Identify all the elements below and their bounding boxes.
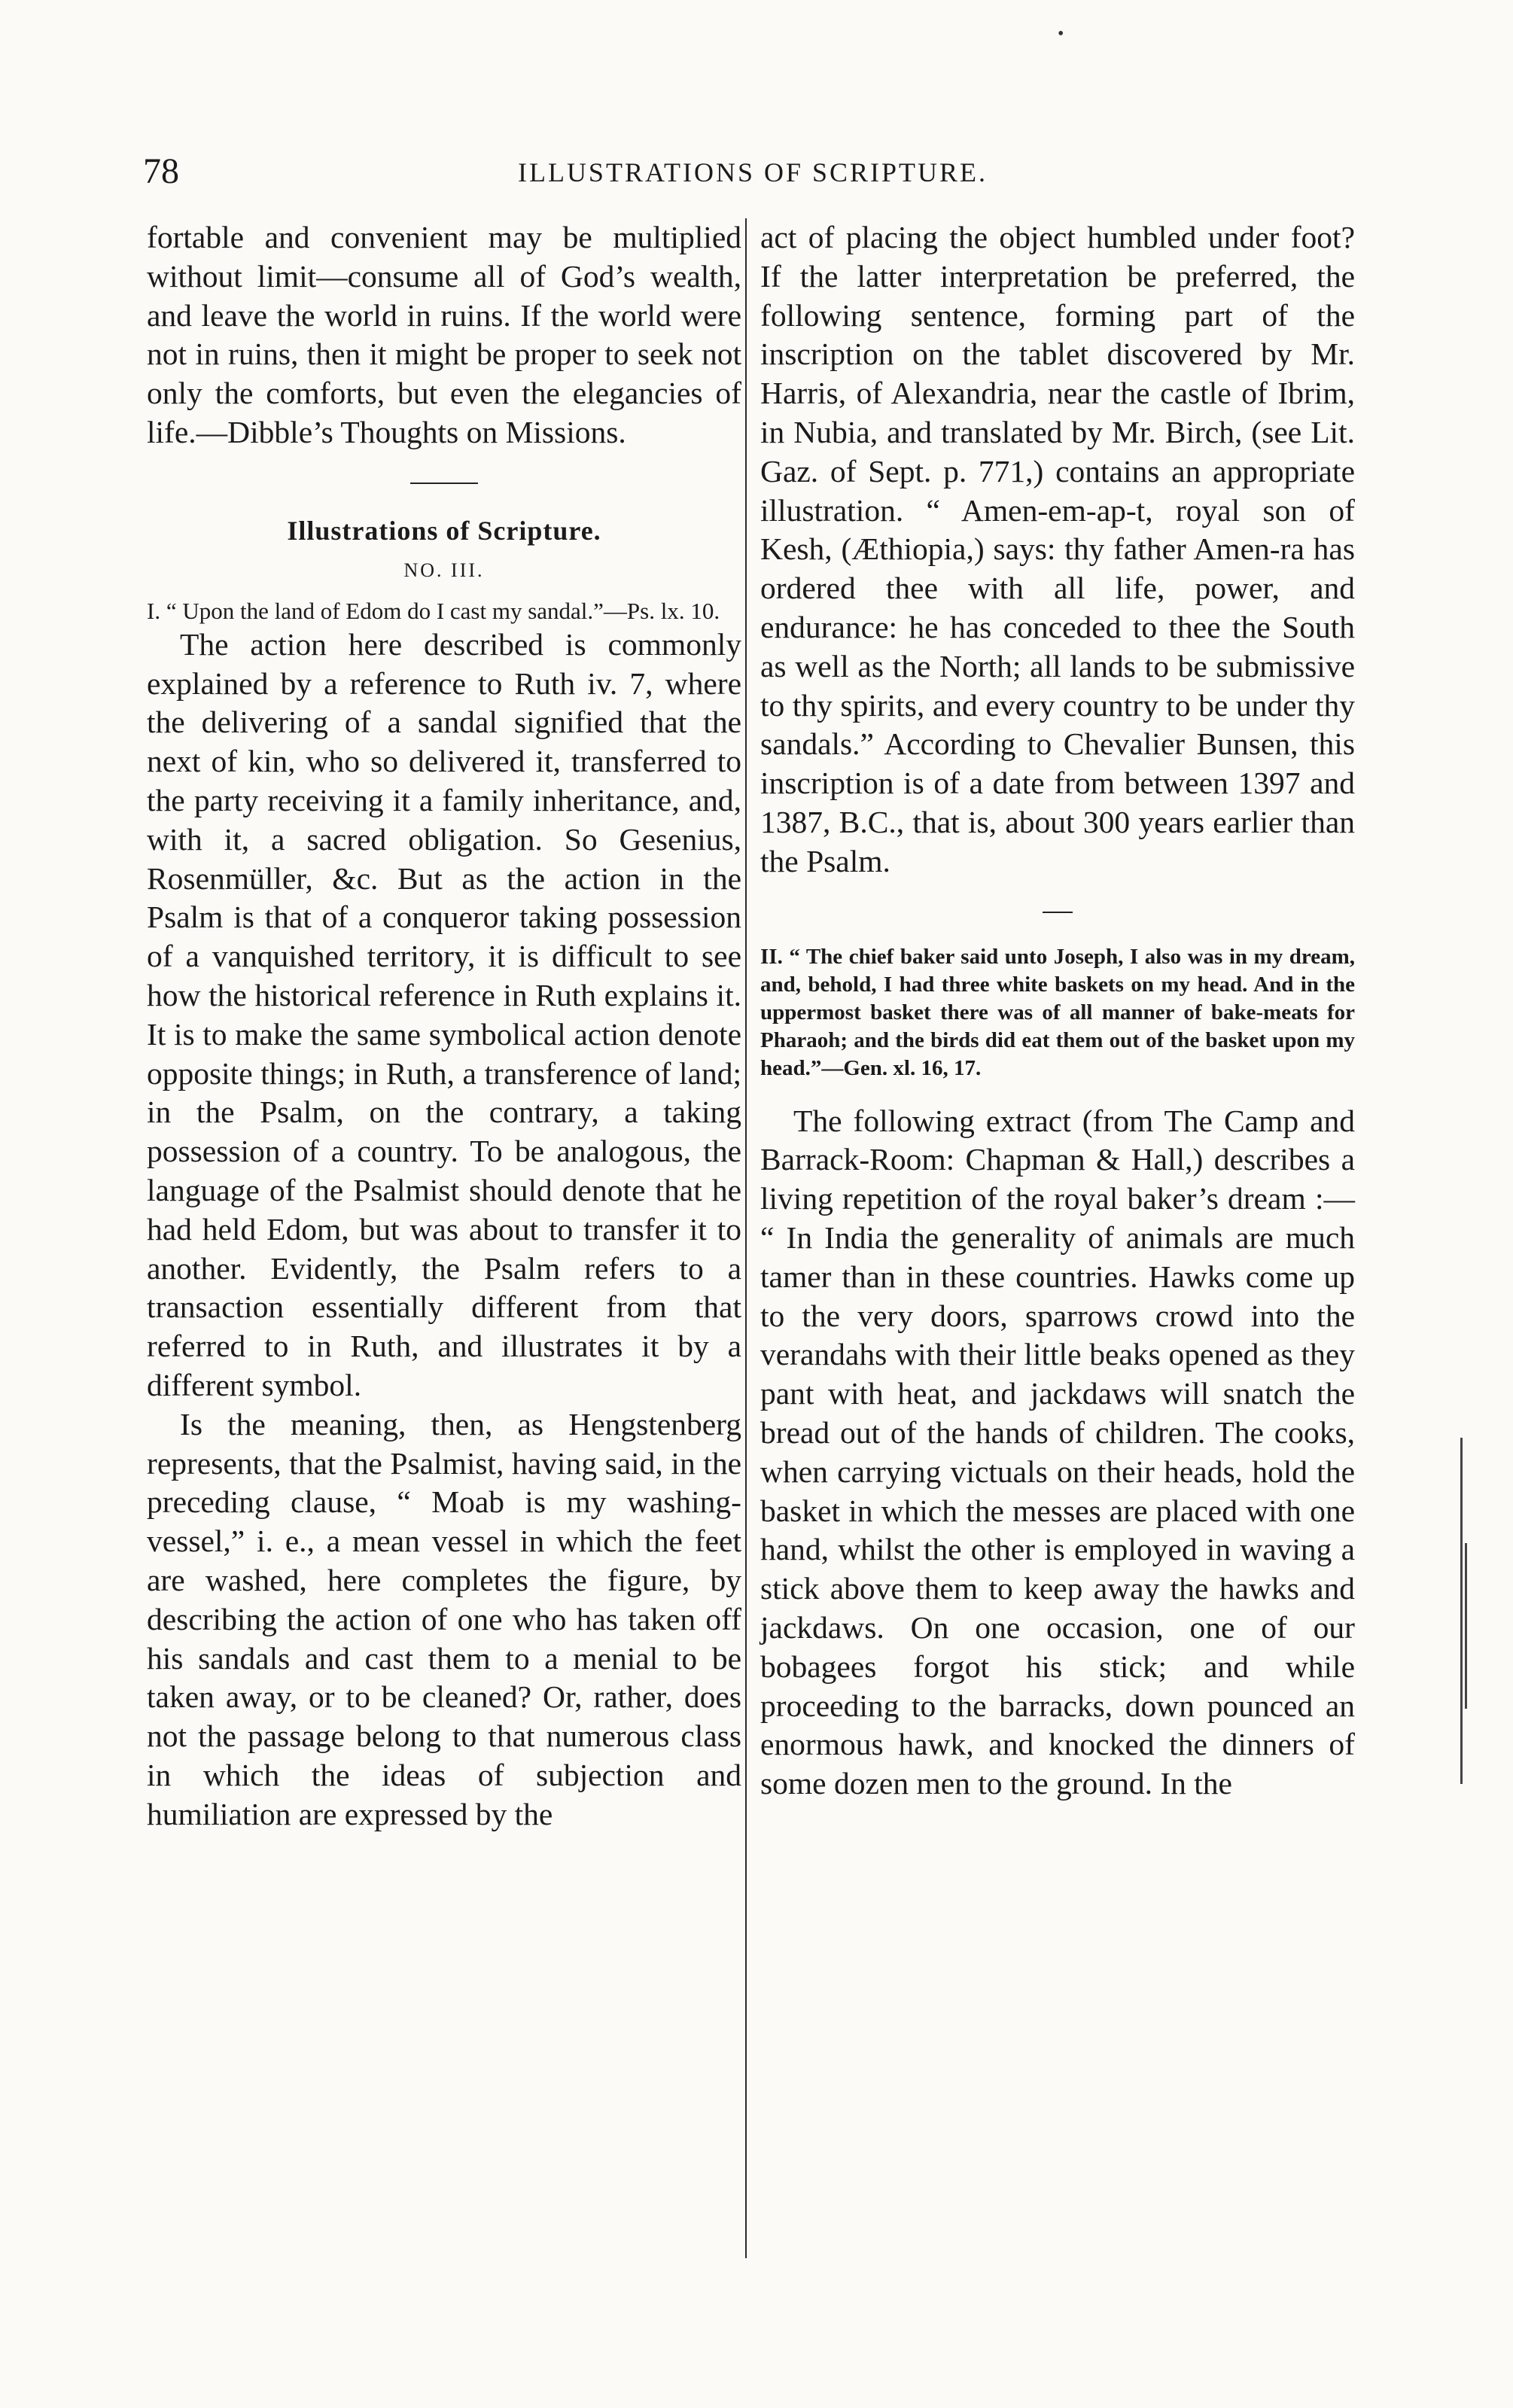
body-paragraph: Is the meaning, then, as Hengstenberg represents, that the Psalmist, having said, in the preceding clause, “ Moab is my washing-vessel,” i. e., a mean vessel in which the feet are washed, here completes the figure, by describing the action of one who has taken off his sandals and cast them to a menial to be taken away, or to be cleaned? Or, rather, does not the passage belong to that numerous class in which the ideas of subjection and humiliation are expressed by the: [147, 1406, 741, 1831]
running-head: ILLUSTRATIONS OF SCRIPTURE.: [517, 157, 988, 187]
body-paragraph: The action here described is commonly explained by a reference to Ruth iv. 7, where the delivering of a sandal signified that the next of kin, who so delivered it, transferred to the party receiving it a family inheritance, and, with it, a sacred obligation. So Gesenius, Rosenmüller, &c. But as the action in the Psalm is that of a conqueror taking possession of a vanquished territory, it is difficult to see how the historical reference in Ruth explains it. It is to make the same symbolical action denote opposite things; in Ruth, a transference of land; in the Psalm, on the contrary, a taking possession of a country. To be analogous, the language of the Psalmist should denote that he had held Edom, but was about to transfer it to another. Evidently, the Psalm refers to a transaction essentially different from that referred to in Ruth, and illustrates it by a different symbol.: [147, 626, 741, 1402]
body-paragraph: The following extract (from The Camp and Barrack-Room: Chapman & Hall,) describes a living repetition of the royal baker’s dream :— “ In India the generality of animals are much tamer than in these countries. Hawks come up to the very doors, sparrows crowd into the verandahs with their little beaks opened as they pant with heat, and jackdaws will snatch the bread out of the hands of children. The cooks, when carrying victuals on their heads, hold the basket in which the messes are placed with one hand, whilst the other is employed in waving a stick above them to keep away the hawks and jackdaws. On one occasion, one of our bobagees forgot his stick; and while proceeding to the barracks, down pounced an enormous hawk, and knocked the dinners of some dozen men to the ground. In the: [760, 1103, 1355, 1801]
verse-quote-one: I. “ Upon the land of Edom do I cast my sandal.”—Ps. lx. 10.: [147, 597, 720, 624]
right-column: [760, 218, 1355, 1804]
left-column: [147, 218, 741, 1834]
body-paragraph: act of placing the object humbled under foot? If the latter interpretation be preferred, the following sentence, forming part of the inscription on the tablet discovered by Mr. Harris, of Alexandria, near the castle of Ibrim, in Nubia, and translated by Mr. Birch, (see Lit. Gaz. of Sept. p. 771,) contains an appropriate illustration. “ Amen-em-ap-t, royal son of Kesh, (Æthiopia,) says: thy father Amen-ra has ordered thee with all life, power, and endurance: he has conceded to thee the South as well as the North; all lands to be submissive to thy spirits, and every country to be under thy sandals.” According to Chevalier Bunsen, this inscription is of a date from between 1397 and 1387, B.C., that is, about 300 years earlier than the Psalm.: [760, 220, 1355, 878]
margin-mark: [1465, 1543, 1467, 1709]
page-header: [143, 151, 1362, 196]
page-number: 78: [143, 151, 179, 191]
verse-quote-two: II. “ The chief baker said unto Joseph, I also was in my dream, and, behold, I had three white baskets on my head. And in the uppermost basket there was of all manner of bake-meats for Pharaoh; and the birds did eat them out of the basket upon my head.”—Gen. xl. 16, 17.: [760, 944, 1355, 1080]
section-number: NO. III.: [403, 559, 485, 581]
corner-mark: •: [1058, 24, 1064, 44]
column-divider: [745, 218, 747, 2258]
section-title: Illustrations of Scripture.: [287, 515, 601, 546]
section-rule: [1043, 912, 1073, 913]
section-rule: [410, 483, 478, 484]
margin-mark: [1460, 1438, 1463, 1784]
intro-paragraph: fortable and convenient may be multiplied without limit—consume all of God’s wealth, and leave the world in ruins. If the world were not in ruins, then it might be proper to seek not only the comforts, but even the elegancies of life.—Dibble’s Thoughts on Missions.: [147, 220, 741, 449]
